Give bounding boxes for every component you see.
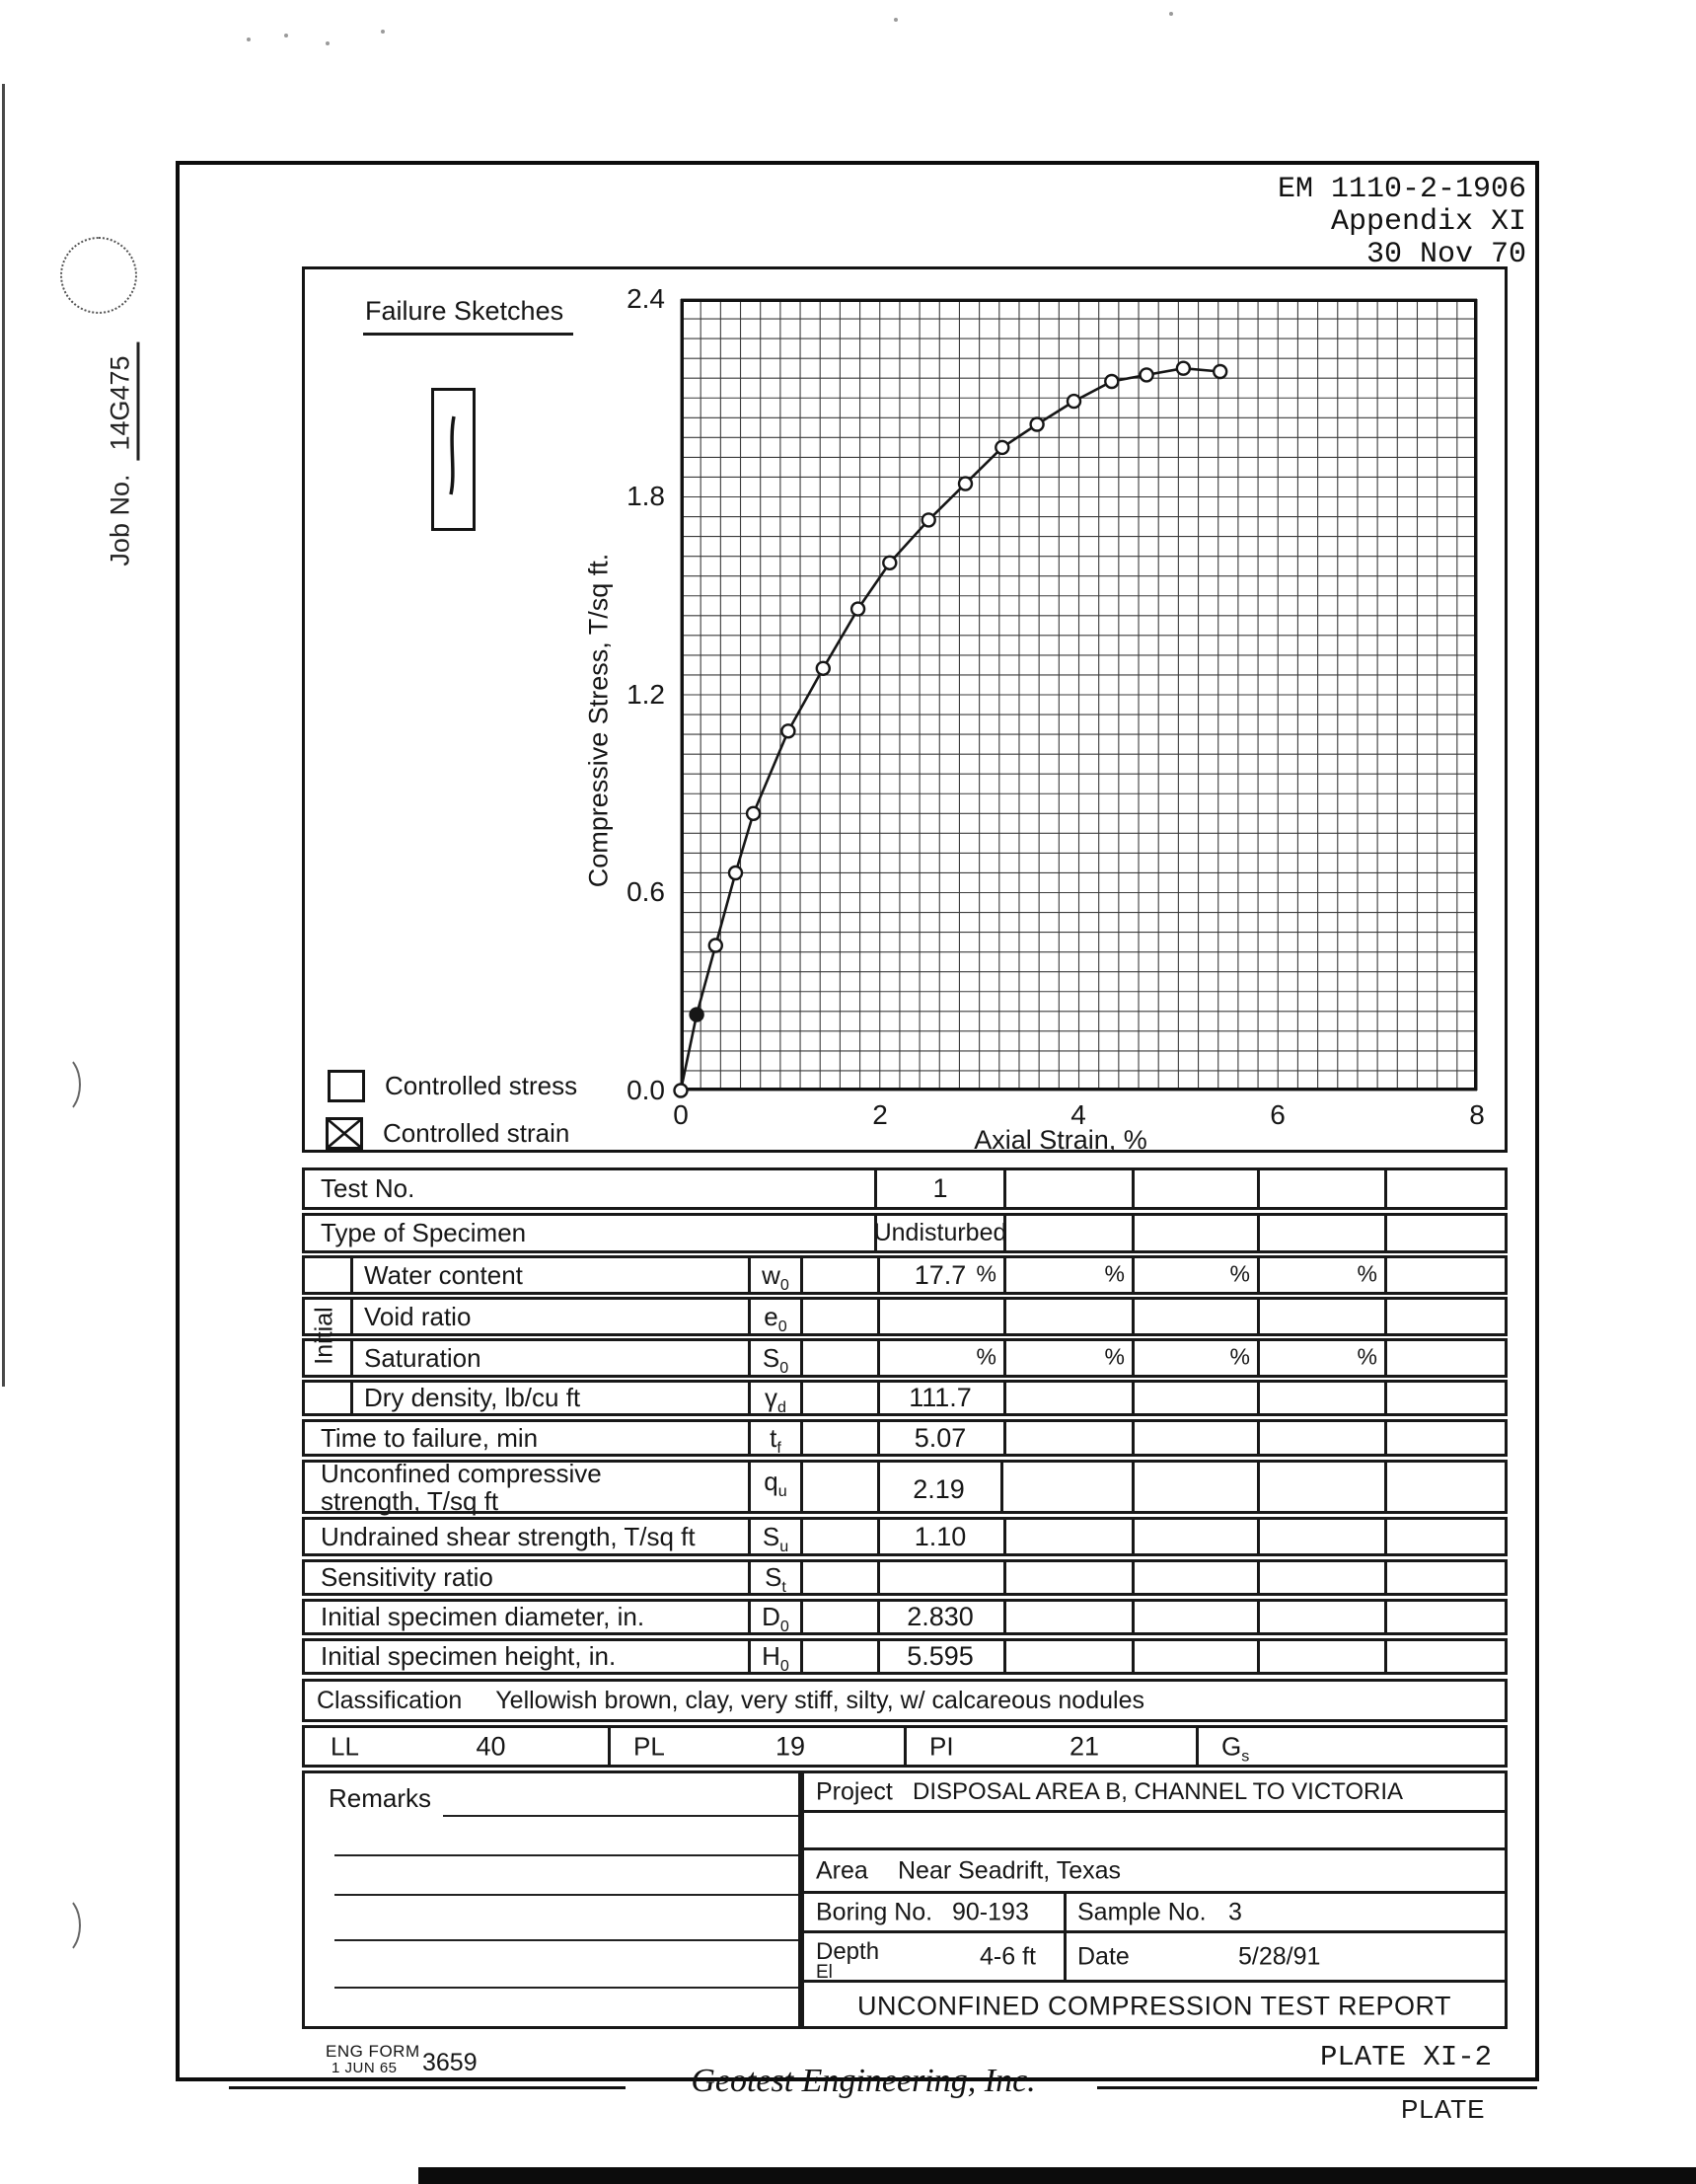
row-time-to-failure — [302, 1419, 1508, 1457]
x-axis-label: Axial Strain, % — [974, 1125, 1147, 1155]
gs-label: $G_s$ — [1221, 1731, 1250, 1766]
remarks-rule — [334, 1894, 798, 1896]
report-title: UNCONFINED COMPRESSION TEST REPORT — [856, 1991, 1452, 2020]
job-number — [106, 341, 136, 565]
boring-value: 90-193 — [952, 1898, 1029, 1925]
row-test-no — [302, 1167, 1508, 1210]
row-symbol: $S_t$ — [765, 1562, 786, 1597]
qu-value: 2.19 — [913, 1474, 965, 1504]
failure-sketches-title: Failure Sketches — [363, 296, 573, 336]
row-dry-density — [302, 1380, 1508, 1416]
hole-punch-arc-icon — [39, 1054, 81, 1115]
stress-strain-plot — [681, 299, 1477, 1091]
percent-sign: % — [1357, 1260, 1377, 1287]
depth-date-row: Depth El 4-6 ft Date 5/28/91 — [804, 1933, 1505, 1983]
x-tick-label: 6 — [1270, 1099, 1286, 1130]
row-classification — [302, 1679, 1508, 1722]
row-label: Test No. — [321, 1173, 415, 1203]
checkbox-empty-icon — [328, 1070, 365, 1102]
footer-rule — [1097, 2086, 1537, 2089]
percent-sign: % — [976, 1343, 996, 1370]
height-value: 5.595 — [907, 1641, 974, 1671]
checkbox-x-icon — [326, 1117, 363, 1150]
x-tick-label: 0 — [673, 1099, 689, 1130]
pi-cell: PI 21 — [904, 1728, 1199, 1765]
row-label: Time to failure, min — [321, 1422, 539, 1453]
percent-sign: % — [976, 1260, 996, 1287]
row-symbol: $S_0$ — [762, 1342, 789, 1377]
row-void-ratio — [302, 1297, 1508, 1336]
y-tick-label: 1.8 — [627, 481, 665, 511]
scan-speck — [381, 30, 385, 34]
y-tick-label: 2.4 — [627, 283, 665, 314]
remarks-rule — [334, 1987, 798, 1989]
cell-divider — [1064, 1933, 1067, 1980]
sample-value: 3 — [1228, 1898, 1242, 1925]
em-number: EM 1110-2-1906 — [1277, 173, 1526, 206]
scan-edge-line — [2, 84, 5, 1387]
cell-divider — [1064, 1894, 1067, 1930]
failure-sketch-specimen — [431, 388, 476, 531]
row-specimen-diameter — [302, 1599, 1508, 1635]
row-label: Initial specimen height, in. — [321, 1641, 617, 1671]
form-number: 3659 — [422, 2049, 478, 2076]
form-identifier: ENG FORM 1 JUN 65 — [326, 2042, 420, 2076]
row-label: Unconfined compressive strength, T/sq ft — [321, 1458, 602, 1516]
row-type-of-specimen — [302, 1213, 1508, 1253]
time-to-failure-value: 5.07 — [914, 1422, 967, 1453]
pi-value: 21 — [1069, 1731, 1100, 1761]
y-tick-label: 1.2 — [627, 679, 665, 710]
area-value: Near Seadrift, Texas — [898, 1856, 1122, 1884]
y-axis-label: Compressive Stress, T/sq ft. — [583, 553, 614, 888]
legend-controlled-strain — [326, 1117, 569, 1150]
type-value: Undisturbed — [873, 1219, 1007, 1246]
plate-label: PLATE — [1401, 2094, 1486, 2124]
percent-sign: % — [1357, 1343, 1377, 1370]
remarks-label: Remarks — [329, 1783, 432, 1813]
project-row-blank — [804, 1813, 1505, 1850]
row-saturation — [302, 1338, 1508, 1378]
percent-sign: % — [1229, 1260, 1250, 1287]
classification-label: Classification — [317, 1686, 463, 1714]
row-symbol: $e_0$ — [764, 1301, 787, 1335]
hole-punch-arc-icon — [39, 1895, 81, 1956]
x-tick-label: 4 — [1070, 1099, 1086, 1130]
plot-canvas — [681, 299, 1477, 1091]
project-value: DISPOSAL AREA B, CHANNEL TO VICTORIA — [913, 1777, 1404, 1805]
row-label: Dry density, lb/cu ft — [364, 1383, 581, 1412]
row-symbol: $\gamma_d$ — [765, 1383, 786, 1417]
ll-cell: LL 40 — [305, 1728, 611, 1765]
plate-number: PLATE XI-2 — [1320, 2041, 1493, 2073]
classification-text: Yellowish brown, clay, very stiff, silty, w/ calcareous nodules — [495, 1686, 1144, 1714]
project-box — [801, 1770, 1508, 2029]
job-number-label: Job No. — [105, 474, 135, 566]
row-unconfined-strength — [302, 1460, 1508, 1514]
test-no-value: 1 — [932, 1173, 948, 1203]
row-symbol: $H_0$ — [762, 1641, 789, 1676]
percent-sign: % — [1104, 1260, 1125, 1287]
job-number-value: 14G475 — [106, 341, 140, 460]
remarks-rule — [443, 1815, 798, 1817]
scan-artifact-bar — [418, 2167, 1696, 2184]
y-tick-label: 0.0 — [627, 1075, 665, 1105]
row-symbol: $S_u$ — [762, 1521, 789, 1555]
row-symbol: $t_f$ — [770, 1422, 781, 1457]
depth-value: 4-6 ft — [980, 1942, 1036, 1970]
row-label: Initial specimen diameter, in. — [321, 1602, 645, 1631]
remarks-rule — [334, 1854, 798, 1856]
dry-density-value: 111.7 — [909, 1383, 972, 1412]
row-water-content — [302, 1255, 1508, 1295]
scan-speck — [247, 38, 251, 41]
company-name: Geotest Engineering, Inc. — [691, 2063, 1036, 2099]
row-label: Undrained shear strength, T/sq ft — [321, 1521, 696, 1551]
pl-cell: PL 19 — [608, 1728, 907, 1765]
report-title-row — [804, 1983, 1505, 2029]
row-specimen-height — [302, 1638, 1508, 1675]
row-label: Void ratio — [364, 1301, 472, 1331]
row-label: Sensitivity ratio — [321, 1562, 493, 1592]
su-value: 1.10 — [914, 1521, 967, 1551]
remarks-rule — [334, 1939, 798, 1941]
legend-controlled-stress — [328, 1070, 577, 1102]
pl-value: 19 — [774, 1731, 806, 1761]
scan-speck — [326, 41, 330, 45]
gs-cell — [1196, 1728, 1505, 1765]
y-tick-label: 0.6 — [627, 876, 665, 907]
row-label: Saturation — [364, 1342, 481, 1373]
area-row: Area Near Seadrift, Texas — [804, 1850, 1505, 1894]
row-symbol: $w_0$ — [762, 1259, 789, 1294]
legend-label: Controlled strain — [383, 1118, 570, 1148]
diameter-value: 2.830 — [907, 1602, 974, 1631]
row-sensitivity-ratio — [302, 1559, 1508, 1596]
x-tick-label: 2 — [872, 1099, 888, 1130]
row-undrained-strength — [302, 1517, 1508, 1556]
remarks-box — [302, 1770, 801, 2029]
footer-rule — [229, 2086, 626, 2089]
row-symbol: $D_0$ — [762, 1602, 789, 1636]
row-symbol: $q_u$ — [764, 1467, 787, 1501]
percent-sign: % — [1229, 1343, 1250, 1370]
water-content-value: 17.7 — [914, 1259, 967, 1290]
date-value: 5/28/91 — [1238, 1942, 1321, 1970]
percent-sign: % — [1104, 1343, 1125, 1370]
boring-sample-row: Boring No. 90-193 Sample No. 3 — [804, 1894, 1505, 1933]
depth-label: Depth — [816, 1938, 880, 1965]
appendix: Appendix XI — [1330, 205, 1526, 239]
initial-group-label: Initial — [310, 1307, 338, 1365]
project-row: Project DISPOSAL AREA B, CHANNEL TO VICTORIA — [804, 1773, 1505, 1813]
document-reference — [1278, 174, 1526, 271]
x-tick-label: 8 — [1469, 1099, 1485, 1130]
row-atterberg-limits — [302, 1725, 1508, 1768]
scan-speck — [1169, 12, 1173, 16]
row-label: Water content — [364, 1259, 523, 1290]
row-label: Type of Specimen — [321, 1218, 527, 1247]
hole-punch-icon — [60, 237, 137, 314]
scan-speck — [284, 34, 288, 38]
ll-value: 40 — [476, 1731, 506, 1761]
scan-speck — [894, 18, 898, 22]
crack-line-icon — [434, 391, 474, 529]
date: 30 Nov 70 — [1365, 238, 1526, 271]
el-label: El — [816, 1962, 833, 1983]
legend-label: Controlled stress — [385, 1071, 578, 1100]
